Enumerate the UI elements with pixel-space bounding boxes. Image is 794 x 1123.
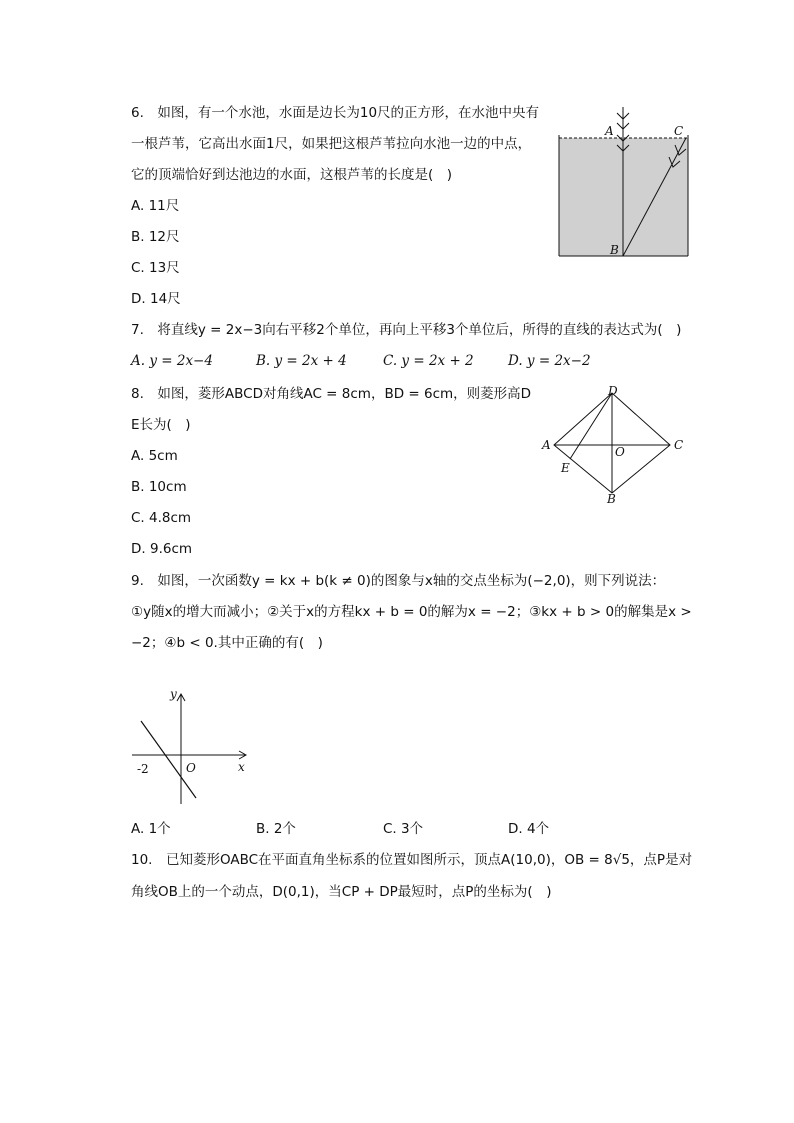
label-e: E (561, 461, 570, 475)
q8-line-1: 8. 如图，菱形ABCD对角线AC = 8cm，BD = 6cm，则菱形高D (131, 386, 532, 402)
q7-line: 7. 将直线y = 2x−3向右平移2个单位，再向上平移3个单位后，所得的直线的表达式为( ) (131, 322, 682, 338)
label-a: A (542, 438, 551, 452)
q6-line-2: 一根芦苇，它高出水面1尺，如果把这根芦苇拉向水池一边的中点， (131, 136, 532, 152)
q8-option-c: C. 4.8cm (131, 510, 192, 526)
q8-option-a: A. 5cm (131, 448, 178, 464)
label-neg2: -2 (137, 762, 149, 776)
height-de (570, 393, 612, 459)
label-c: C (674, 438, 684, 452)
q7-option-b: B. y = 2x + 4 (256, 353, 347, 369)
q9-line-2: ①y随x的增大而减小；②关于x的方程kx + b = 0的解为x = −2；③kx + b > 0的解集是x > (131, 604, 692, 620)
q9-line-3: −2；④b < 0.其中正确的有( ) (131, 635, 323, 651)
label-a: A (605, 124, 614, 138)
label-o: O (615, 445, 625, 459)
label-x: x (238, 760, 245, 774)
q6-line-1: 6. 如图，有一个水池，水面是边长为10尺的正方形，在水池中央有 (131, 105, 540, 121)
label-d: D (608, 384, 618, 398)
q7-option-d: D. y = 2x−2 (508, 353, 591, 369)
q6-option-d: D. 14尺 (131, 291, 181, 307)
label-c: C (674, 124, 684, 138)
function-line (141, 721, 196, 798)
q8-option-b: B. 10cm (131, 479, 187, 495)
q9-graph-figure (128, 686, 258, 811)
q9-option-a: A. 1个 (131, 821, 171, 837)
q9-option-c: C. 3个 (383, 821, 424, 837)
q9-option-b: B. 2个 (256, 821, 296, 837)
q7-option-c: C. y = 2x + 2 (383, 353, 474, 369)
q6-pond-figure (555, 105, 695, 265)
q9-option-d: D. 4个 (508, 821, 550, 837)
q6-option-a: A. 11尺 (131, 198, 180, 214)
label-b: B (607, 492, 616, 506)
q6-option-b: B. 12尺 (131, 229, 180, 245)
q8-rhombus-figure (538, 384, 698, 504)
label-y: y (170, 687, 177, 701)
label-o: O (186, 761, 196, 775)
q10-line-1: 10. 已知菱形OABC在平面直角坐标系的位置如图所示，顶点A(10,0)，OB = 8√5，点P是对 (131, 852, 693, 868)
q10-line-2: 角线OB上的一个动点，D(0,1)，当CP + DP最短时，点P的坐标为( ) (131, 884, 552, 900)
q7-option-a: A. y = 2x−4 (131, 353, 213, 369)
q6-line-3: 它的顶端恰好到达池边的水面，这根芦苇的长度是( ) (131, 167, 453, 183)
q8-line-2: E长为( ) (131, 417, 191, 433)
q9-line-1: 9. 如图，一次函数y = kx + b(k ≠ 0)的图象与x轴的交点坐标为(−2,0)，则下列说法： (131, 573, 666, 589)
label-b: B (610, 243, 619, 257)
q6-option-c: C. 13尺 (131, 260, 180, 276)
q8-option-d: D. 9.6cm (131, 541, 193, 557)
